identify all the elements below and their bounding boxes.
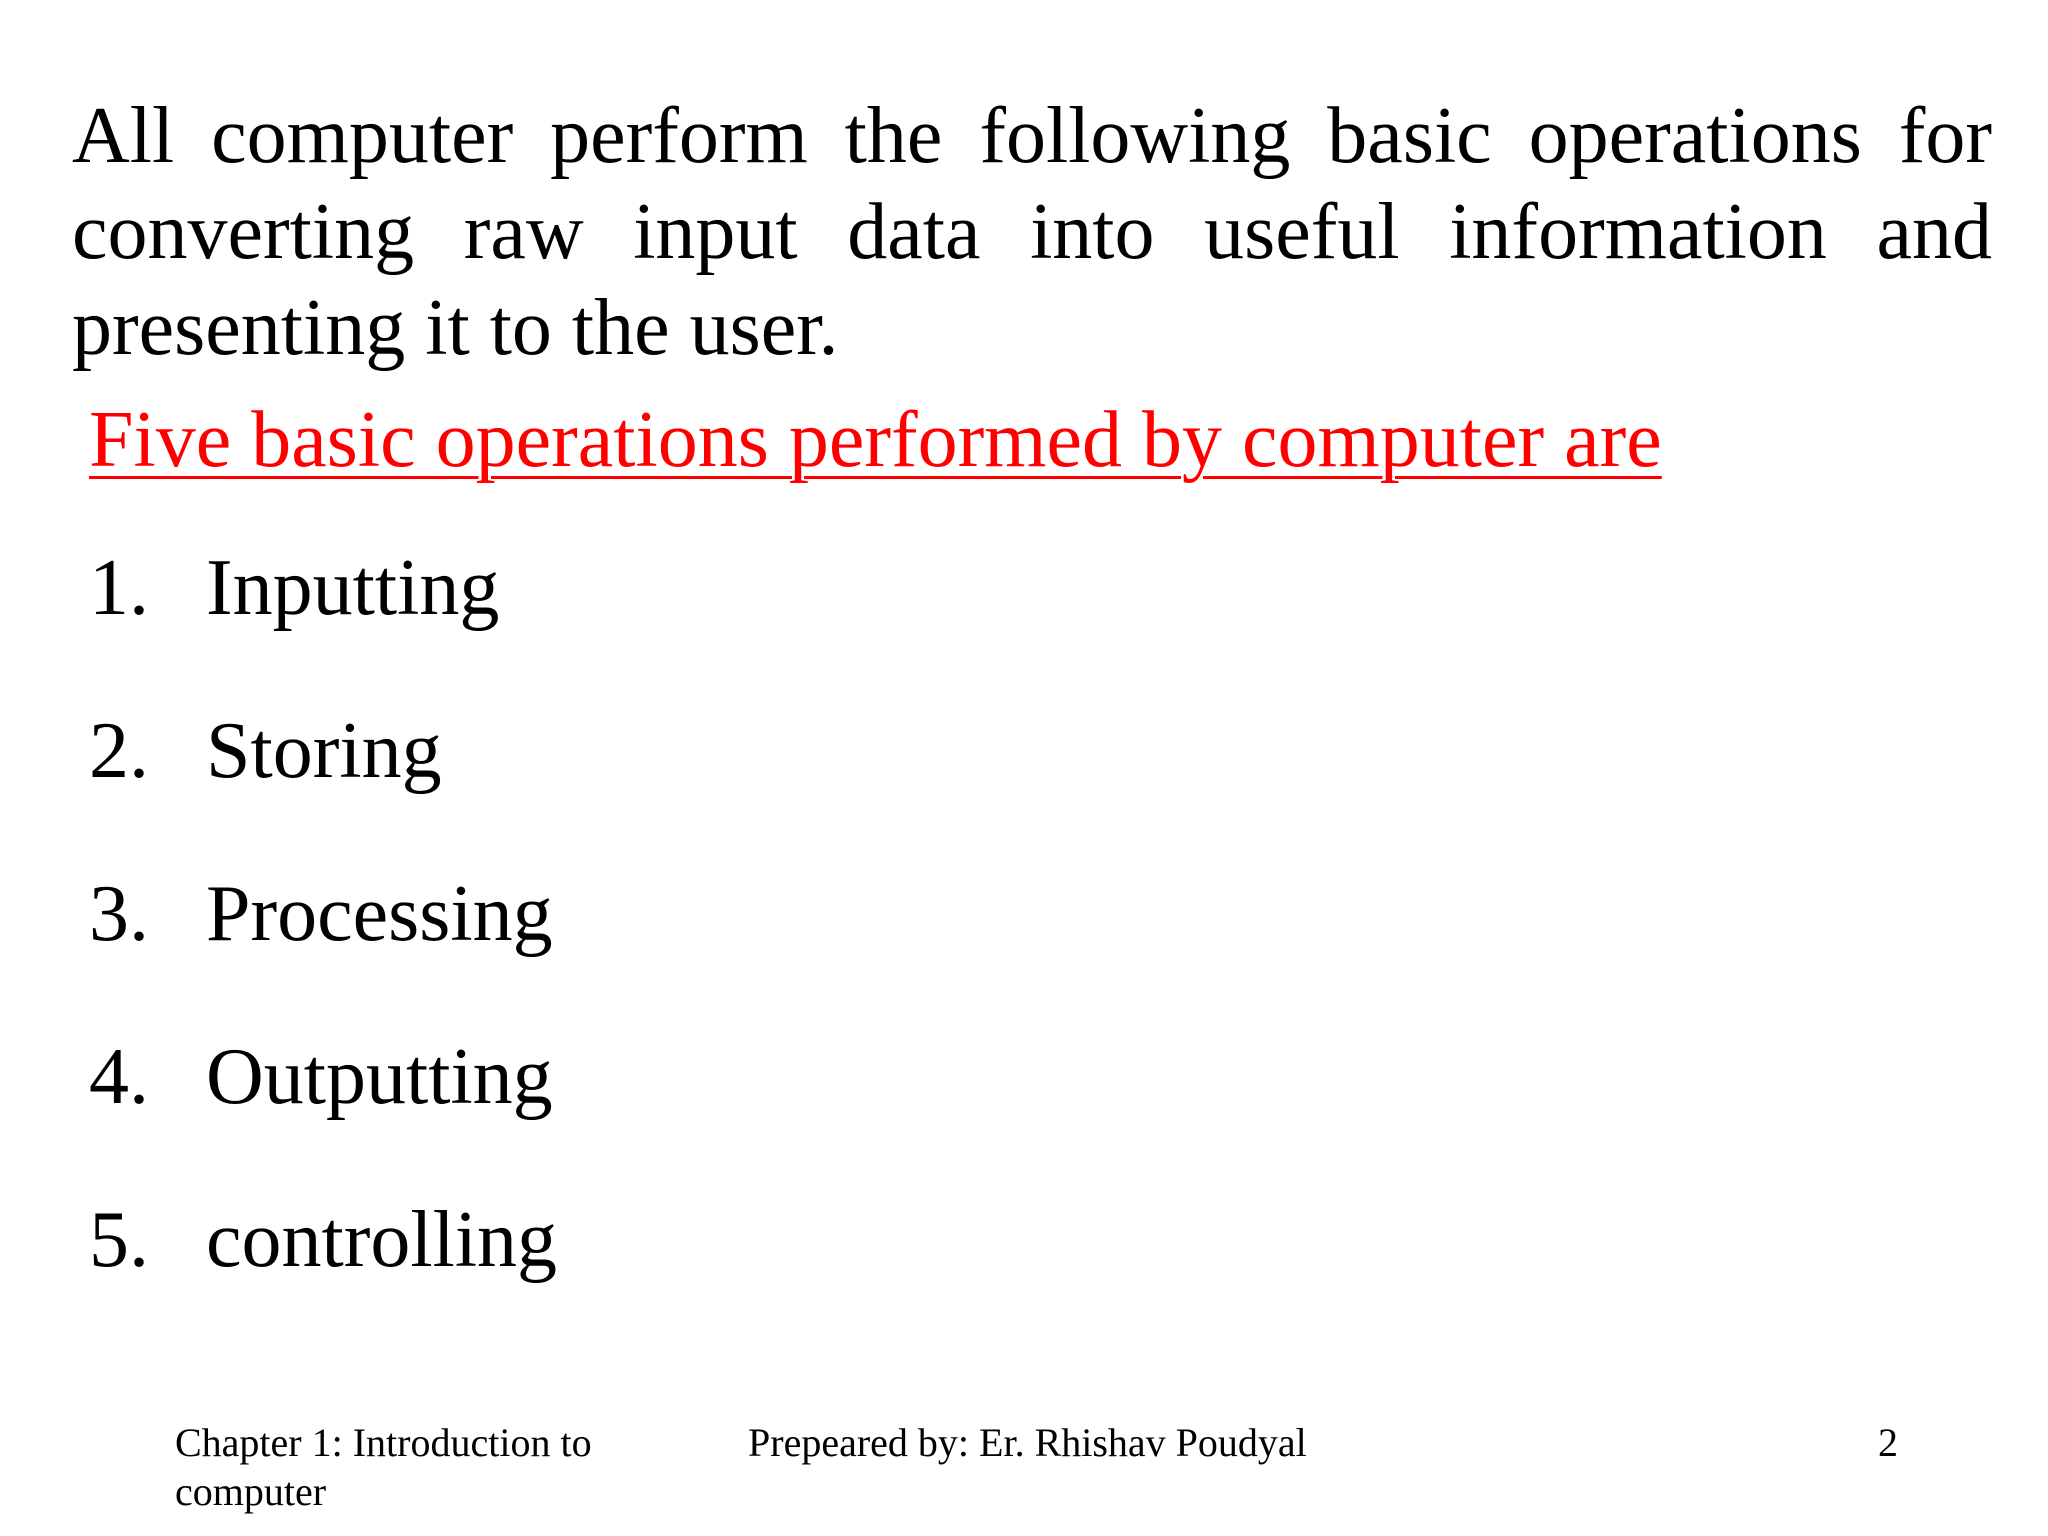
page-number: 2 xyxy=(1878,1420,1898,1465)
footer-chapter: Chapter 1: Introduction to computer xyxy=(175,1420,592,1514)
footer-author: Prepeared by: Er. Rhishav Poudyal xyxy=(748,1420,1307,1465)
operations-list xyxy=(89,540,557,1355)
list-item-label: Outputting xyxy=(206,1033,553,1121)
list-item-label: controlling xyxy=(206,1196,558,1284)
list-item xyxy=(89,1192,557,1355)
list-item-number: 2. xyxy=(89,707,149,795)
list-item-number: 3. xyxy=(89,870,149,958)
list-item-label: Processing xyxy=(206,870,553,958)
list-item-number: 5. xyxy=(89,1196,149,1284)
list-item xyxy=(89,703,557,866)
list-item xyxy=(89,1029,557,1192)
list-item-label: Inputting xyxy=(206,544,500,632)
operations-heading: Five basic operations performed by computer are xyxy=(89,396,1662,484)
list-item-label: Storing xyxy=(206,707,442,795)
list-item-number: 4. xyxy=(89,1033,149,1121)
list-item xyxy=(89,540,557,703)
list-item xyxy=(89,866,557,1029)
list-item-number: 1. xyxy=(89,544,149,632)
intro-paragraph: All computer perform the following basic operations for converting raw input data into useful information and presenting it to the user. xyxy=(72,92,1992,372)
